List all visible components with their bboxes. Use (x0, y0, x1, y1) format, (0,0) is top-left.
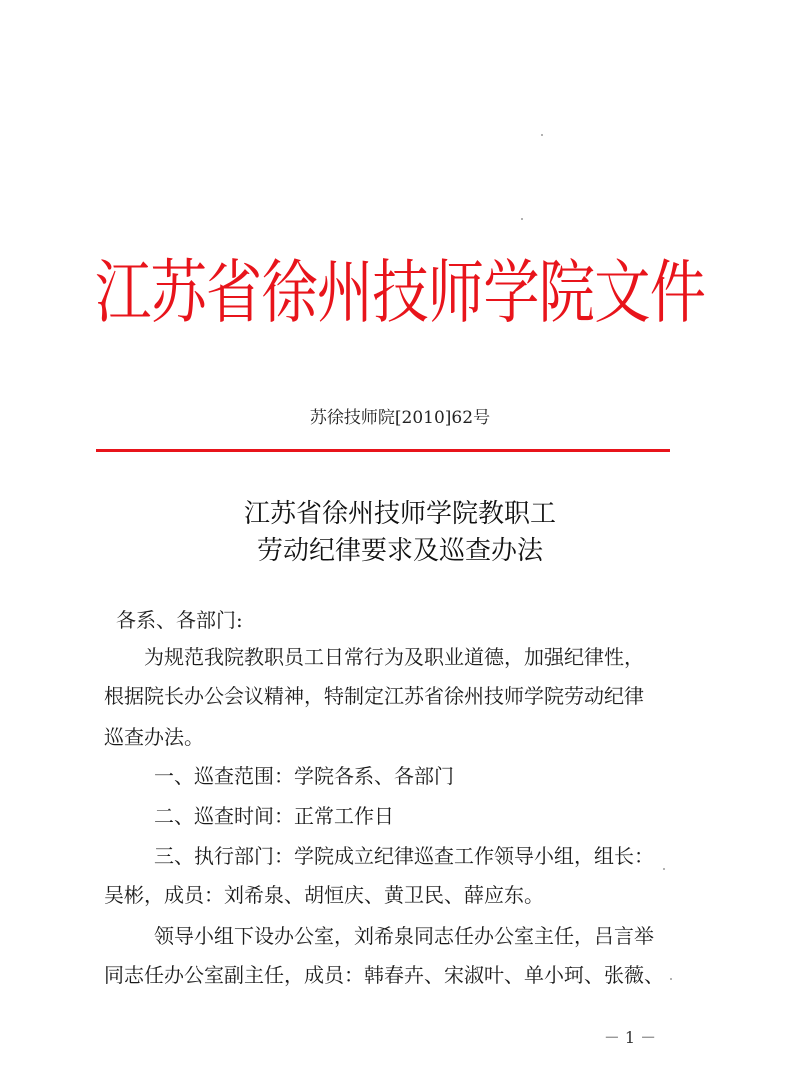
scan-speck (521, 218, 523, 220)
body-line: 吴彬，成员：刘希泉、胡恒庆、黄卫民、薛应东。 (104, 883, 544, 907)
document-title-line-2: 劳动纪律要求及巡查办法 (256, 536, 543, 566)
document-number: 苏徐技师院[2010]62号 (309, 408, 491, 428)
masthead-red-rule (96, 449, 670, 452)
body-line: 二、巡查时间：正常工作日 (154, 804, 394, 828)
body-line: 为规范我院教职员工日常行为及职业道德，加强纪律性， (144, 645, 644, 669)
page-number: － 1 － (603, 1028, 657, 1047)
document-masthead: 江苏省徐州技师学院文件 (95, 252, 706, 334)
scan-speck (670, 978, 672, 980)
body-line: 同志任办公室副主任，成员：韩春卉、宋淑叶、单小珂、张薇、 (104, 963, 664, 987)
body-line: 领导小组下设办公室，刘希泉同志任办公室主任，吕言举 (154, 924, 654, 948)
scan-speck (663, 868, 665, 870)
body-line: 根据院长办公会议精神，特制定江苏省徐州技师学院劳动纪律 (104, 684, 644, 708)
body-line: 一、巡查范围：学院各系、各部门 (154, 764, 454, 788)
body-line: 三、执行部门：学院成立纪律巡查工作领导小组，组长： (154, 844, 654, 868)
salutation: 各系、各部门: (116, 608, 243, 632)
document-title-line-1: 江苏省徐州技师学院教职工 (243, 499, 556, 529)
body-line: 巡查办法。 (104, 725, 204, 749)
scan-speck (541, 134, 543, 136)
